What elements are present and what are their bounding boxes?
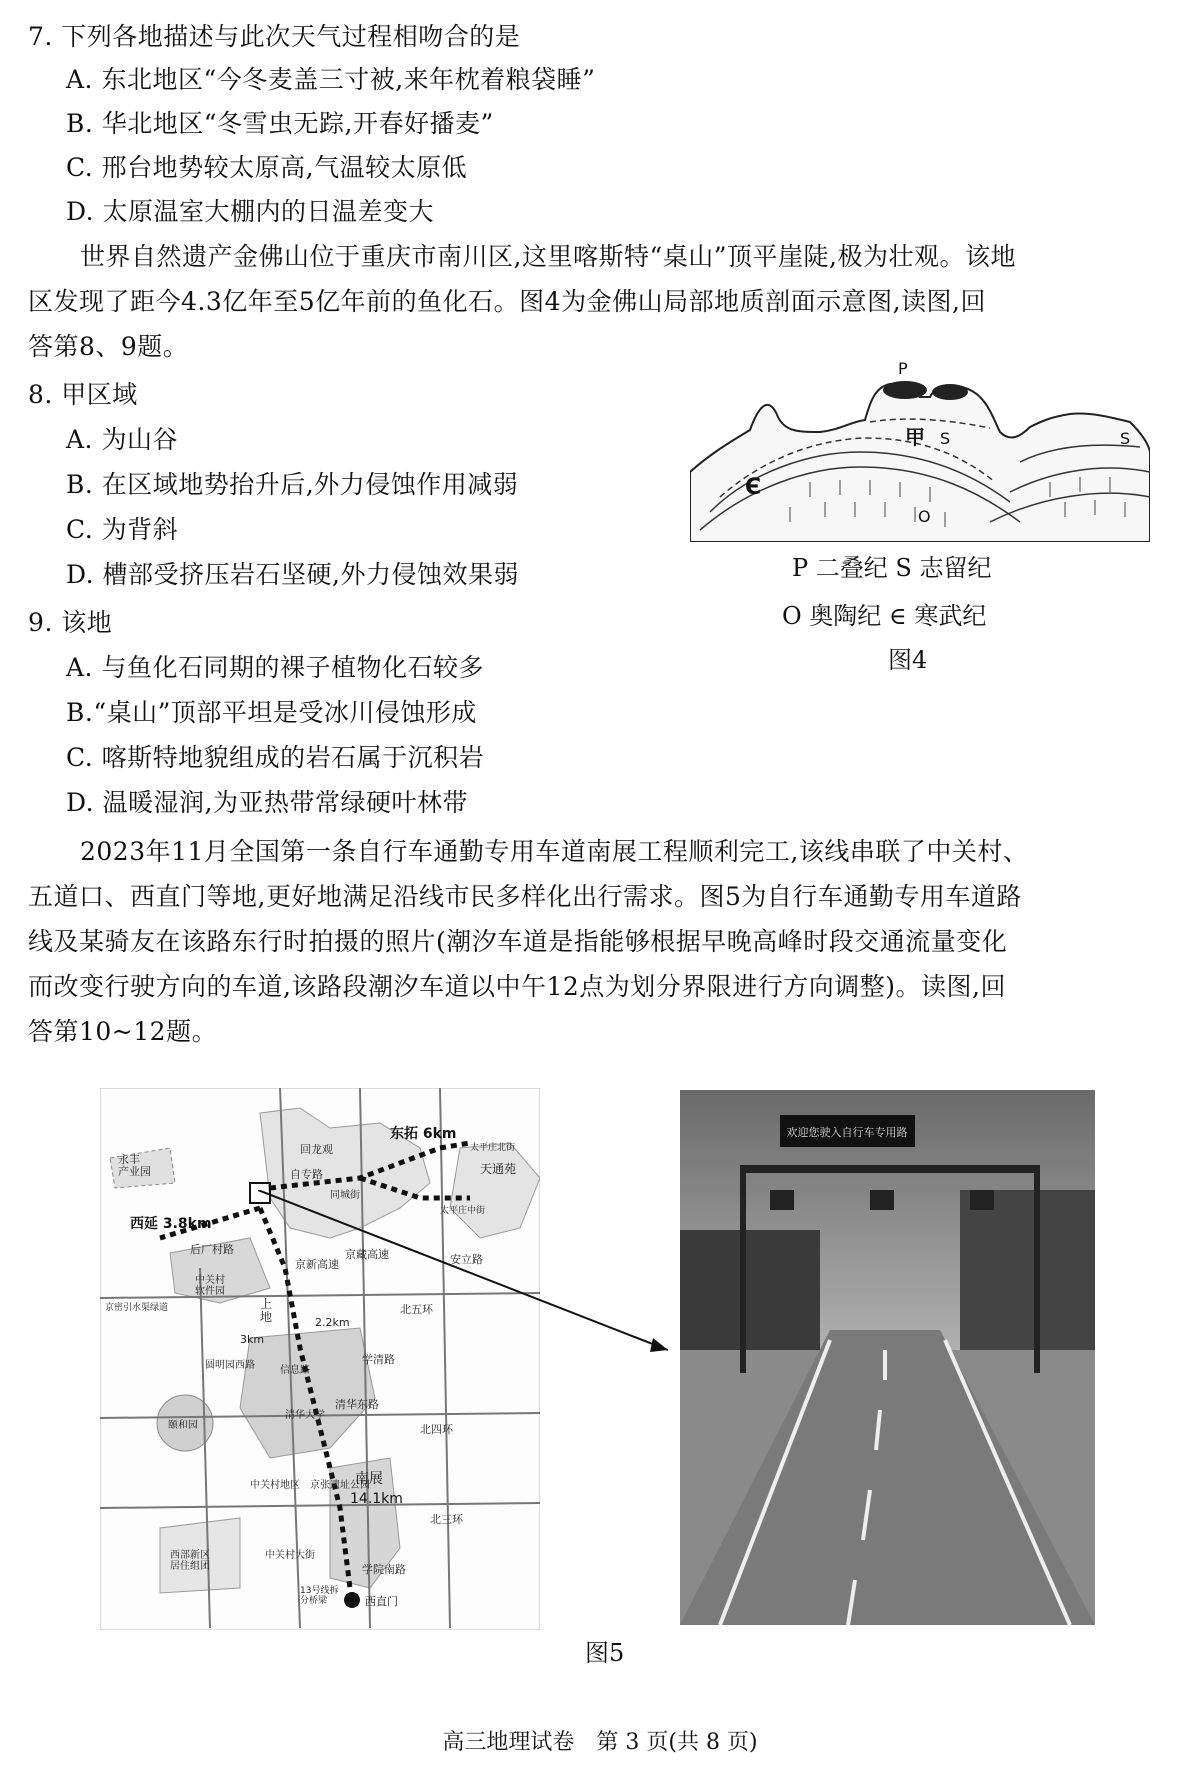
geologic-profile-figure (690, 362, 1150, 542)
photo-gantry-sign: 欢迎您驶入自行车专用路 (786, 1126, 908, 1139)
q9-option-d: D. 温暖湿润,为亚热带常绿硬叶林带 (66, 788, 468, 817)
map-label-line13: 13号线拆分桥梁 (300, 1586, 339, 1606)
map-label-taipingzhuang-zhong: 太平庄中街 (440, 1206, 486, 1216)
map-label-beiwuhuan: 北五环 (400, 1303, 433, 1316)
passage-8-9-line2: 区发现了距今4.3亿年至5亿年前的鱼化石。图4为金佛山局部地质剖面示意图,读图,回 (28, 287, 986, 316)
map-label-xueqinglu: 学清路 (362, 1353, 395, 1366)
fig4-caption: 图4 (888, 646, 928, 674)
map-label-jingxin: 京新高速 (295, 1258, 339, 1271)
passage-10-12-line4: 而改变行驶方向的车道,该路段潮汐车道以中午12点为划分界限进行方向调整)。读图,回 (28, 972, 1006, 1001)
fig4-label-cambrian: Є (745, 475, 762, 500)
map-label-dongtuo: 东拓 6km (390, 1126, 457, 1142)
q9-option-b: B.“桌山”顶部平坦是受冰川侵蚀形成 (66, 698, 477, 727)
passage-10-12-line5: 答第10~12题。 (28, 1017, 218, 1046)
map-label-huilongguan: 回龙观 (300, 1143, 333, 1156)
map-label-tsinghua: 清华大学 (285, 1410, 325, 1421)
passage-10-12-line3: 线及某骑友在该路东行时拍摄的照片(潮汐车道是指能够根据早晚高峰时段交通流量变化 (28, 927, 1008, 956)
map-label-yiheyuan: 颐和园 (168, 1420, 198, 1431)
fig4-label-p: P (898, 362, 908, 378)
map-label-zgc-software-park: 中关村软件园 (195, 1275, 225, 1297)
fig5-caption: 图5 (585, 1639, 625, 1667)
fig4-legend-line1: P 二叠纪 S 志留纪 (792, 554, 992, 582)
q7-option-a: A. 东北地区“今冬麦盖三寸被,来年枕着粮袋睡” (66, 65, 596, 94)
map-label-jingmi: 京密引水渠绿道 (105, 1303, 169, 1313)
fig4-label-s2: S (1120, 429, 1131, 448)
page-footer: 高三地理试卷 第 3 页(共 8 页) (442, 1730, 758, 1755)
passage-10-12-line1: 2023年11月全国第一条自行车通勤专用车道南展工程顺利完工,该线串联了中关村、 (80, 837, 1029, 866)
map-label-zgc-area: 中关村地区 (250, 1480, 300, 1491)
q9-option-a: A. 与鱼化石同期的裸子植物化石较多 (66, 653, 484, 682)
map-label-jingzhang-park: 京张遗址公园 (310, 1480, 370, 1491)
map-label-dist-2-2km: 2.2km (315, 1316, 350, 1329)
map-label-xiyan: 西延 3.8km (130, 1216, 212, 1232)
map-label-dist-3km: 3km (240, 1333, 265, 1346)
q8-option-b: B. 在区域地势抬升后,外力侵蚀作用减弱 (66, 470, 519, 499)
map-label-taipingzhuang-bei: 太平庄北街 (470, 1143, 516, 1153)
q8-stem: 8. 甲区域 (28, 380, 138, 409)
q8-option-a: A. 为山谷 (66, 425, 178, 454)
passage-8-9-line3: 答第8、9题。 (28, 332, 189, 361)
map-label-xizhimen: 西直门 (365, 1595, 398, 1608)
passage-8-9-line1: 世界自然遗产金佛山位于重庆市南川区,这里喀斯特“桌山”顶平崖陡,极为壮观。该地 (80, 242, 1016, 271)
map-label-zgc-dajie: 中关村大街 (265, 1550, 315, 1561)
map-label-tongchengjie: 同城街 (330, 1190, 360, 1201)
passage-10-12-line2: 五道口、西直门等地,更好地满足沿线市民多样化出行需求。图5为自行车通勤专用车道路 (28, 882, 1022, 911)
fig4-label-jia: 甲 (905, 425, 925, 449)
map-to-photo-arrow (258, 1190, 678, 1360)
map-label-beisanhuan: 北三环 (430, 1513, 463, 1526)
q7-option-b: B. 华北地区“冬雪虫无踪,开春好播麦” (66, 109, 494, 138)
map-label-qinghuadonglu: 清华东路 (335, 1398, 379, 1411)
map-label-jingzang: 京藏高速 (345, 1248, 389, 1261)
q8-option-d: D. 槽部受挤压岩石坚硬,外力侵蚀效果弱 (66, 560, 519, 589)
map-label-xueyuannanlu: 学院南路 (362, 1563, 406, 1576)
map-label-yongfeng: 永丰产业园 (118, 1153, 151, 1179)
fig4-legend-line2: O 奥陶纪 ∈ 寒武纪 (782, 602, 987, 630)
q7-option-c: C. 邢台地势较太原高,气温较太原低 (66, 153, 468, 182)
q9-stem: 9. 该地 (28, 608, 113, 637)
q7-option-d: D. 太原温室大棚内的日温差变大 (66, 197, 435, 226)
q7-stem: 7. 下列各地描述与此次天气过程相吻合的是 (28, 22, 521, 51)
map-label-nanzhan: 南展 (355, 1471, 383, 1487)
map-label-anli: 安立路 (450, 1253, 483, 1266)
fig4-label-o: O (918, 507, 931, 526)
fig4-label-s1: S (940, 429, 951, 448)
map-label-yuanmingyuan: 圆明园西路 (205, 1360, 255, 1371)
map-label-xinxilu: 信息路 (280, 1365, 310, 1376)
map-label-shangdi: 上地 (260, 1297, 273, 1325)
map-label-xibu-xinqu: 西部新区居住组团 (170, 1550, 210, 1572)
map-label-beisihuan: 北四环 (420, 1423, 453, 1436)
map-label-zizhuanlu: 自专路 (290, 1168, 323, 1181)
map-label-tiantongyuan: 天通苑 (480, 1162, 517, 1176)
q8-option-c: C. 为背斜 (66, 515, 179, 544)
map-label-nanzhan-km: 14.1km (350, 1491, 403, 1507)
q9-option-c: C. 喀斯特地貌组成的岩石属于沉积岩 (66, 743, 485, 772)
map-label-houchangcun: 后厂村路 (190, 1243, 234, 1256)
bike-lane-photo (680, 1090, 1095, 1625)
